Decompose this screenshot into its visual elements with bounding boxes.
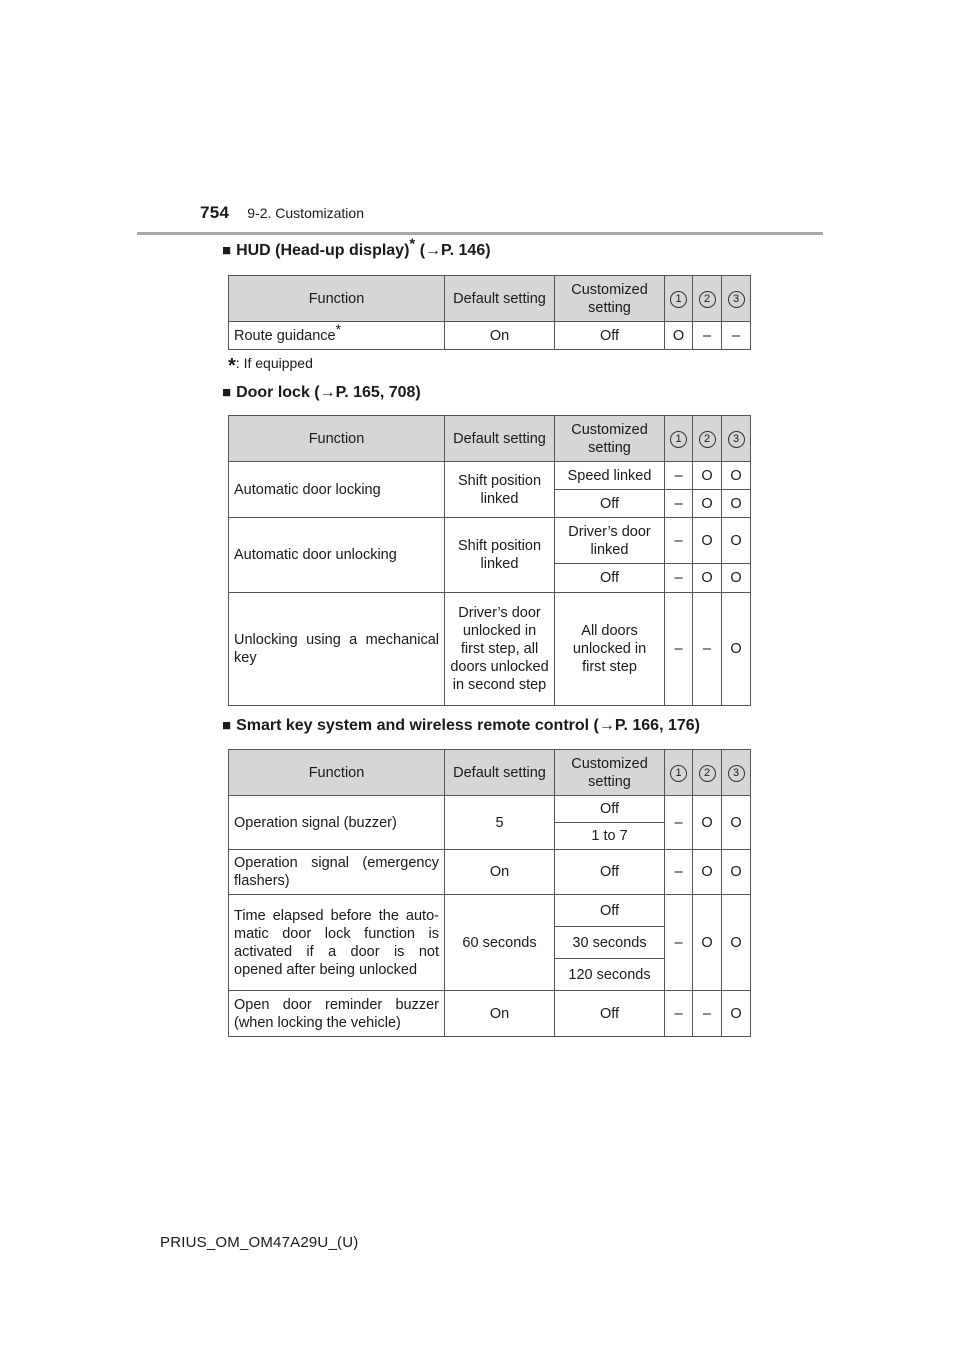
customized-cell: Off [555, 564, 665, 593]
customized-setting-header: Customized setting [555, 276, 665, 322]
column-1-cell: – [665, 462, 693, 490]
function-cell: Open door reminder buzzer (when locking the vehicle) [229, 991, 445, 1037]
default-cell: Shift position linked [445, 518, 555, 593]
table-row [229, 518, 751, 564]
default-cell: Shift position linked [445, 462, 555, 518]
column-1-cell: – [665, 991, 693, 1037]
table-header-row [229, 416, 751, 462]
function-cell: Unlocking using a mechanical key [229, 593, 445, 706]
table-row [229, 850, 751, 895]
default-setting-header: Default setting [445, 276, 555, 322]
column-2-cell: O [693, 490, 722, 518]
column-1-cell: – [665, 850, 693, 895]
column-3-cell: O [722, 593, 751, 706]
circled-3-icon: 3 [728, 431, 745, 448]
default-cell: On [445, 322, 555, 350]
table-row [229, 895, 751, 927]
column-1-cell: – [665, 895, 693, 991]
door-lock-table [228, 415, 751, 706]
customized-cell: Off [555, 991, 665, 1037]
smart-key-heading [222, 717, 700, 735]
table-header-row [229, 750, 751, 796]
customized-cell: Off [555, 490, 665, 518]
column-1-header [665, 416, 693, 462]
section-label: 9-2. Customization [247, 205, 364, 221]
default-cell: 60 seconds [445, 895, 555, 991]
column-3-cell: O [722, 991, 751, 1037]
circled-1-icon: 1 [670, 431, 687, 448]
default-cell: Driver’s door unlocked in first step, all doors unlocked in second step [445, 593, 555, 706]
column-2-cell: – [693, 991, 722, 1037]
door-lock-heading [222, 384, 421, 402]
column-2-cell: O [693, 564, 722, 593]
function-cell: Time elapsed before the automatic door lock function is activated if a door is not opened after being unlocked [229, 895, 445, 991]
header-divider [137, 232, 823, 235]
customized-setting-header: Customized setting [555, 416, 665, 462]
hud-heading [222, 235, 491, 260]
customized-cell: 120 seconds [555, 959, 665, 991]
column-1-cell: O [665, 322, 693, 350]
customized-cell: Driver’s door linked [555, 518, 665, 564]
column-3-cell: O [722, 518, 751, 564]
column-2-header [693, 276, 722, 322]
circled-1-icon: 1 [670, 765, 687, 782]
customized-cell: Off [555, 895, 665, 927]
column-2-cell: O [693, 518, 722, 564]
circled-2-icon: 2 [699, 431, 716, 448]
column-1-cell: – [665, 564, 693, 593]
table-row [229, 462, 751, 490]
column-2-cell: O [693, 462, 722, 490]
column-1-cell: – [665, 490, 693, 518]
table-row [229, 796, 751, 823]
page-header [200, 203, 364, 223]
customized-setting-header: Customized setting [555, 750, 665, 796]
column-2-cell: – [693, 322, 722, 350]
customized-cell: 1 to 7 [555, 823, 665, 850]
function-cell: Automatic door unlocking [229, 518, 445, 593]
page-number: 754 [200, 203, 230, 222]
square-bullet-icon: ■ [222, 717, 232, 734]
column-3-cell: O [722, 490, 751, 518]
column-3-header [722, 416, 751, 462]
default-setting-header: Default setting [445, 750, 555, 796]
table-row [229, 991, 751, 1037]
function-cell: Operation signal (buzzer) [229, 796, 445, 850]
customized-cell: Off [555, 796, 665, 823]
column-3-cell: O [722, 850, 751, 895]
column-3-header [722, 750, 751, 796]
column-2-header [693, 416, 722, 462]
column-3-cell: O [722, 895, 751, 991]
function-header: Function [229, 750, 445, 796]
column-2-cell: – [693, 593, 722, 706]
default-cell: On [445, 991, 555, 1037]
circled-3-icon: 3 [728, 765, 745, 782]
hud-asterisk: * [409, 235, 416, 253]
column-2-cell: O [693, 850, 722, 895]
default-cell: On [445, 850, 555, 895]
circled-1-icon: 1 [670, 291, 687, 308]
customized-cell: 30 seconds [555, 927, 665, 959]
circled-2-icon: 2 [699, 291, 716, 308]
default-setting-header: Default setting [445, 416, 555, 462]
column-2-header [693, 750, 722, 796]
column-1-cell: – [665, 796, 693, 850]
document-id: PRIUS_OM_OM47A29U_(U) [160, 1234, 359, 1251]
table-row [229, 322, 751, 350]
column-1-cell: – [665, 518, 693, 564]
column-1-header [665, 276, 693, 322]
footnote-asterisk: * [228, 355, 236, 377]
hud-page-ref: (→P. 146) [419, 242, 491, 259]
column-3-header [722, 276, 751, 322]
door-lock-title: Door lock (→P. 165, 708) [236, 384, 421, 401]
table-row [229, 593, 751, 706]
column-1-cell: – [665, 593, 693, 706]
function-header: Function [229, 276, 445, 322]
footnote [228, 355, 313, 378]
column-3-cell: – [722, 322, 751, 350]
default-cell: 5 [445, 796, 555, 850]
column-1-header [665, 750, 693, 796]
customized-cell: Off [555, 850, 665, 895]
function-cell: Automatic door locking [229, 462, 445, 518]
function-cell: Operation signal (emergency flashers) [229, 850, 445, 895]
customized-cell: Speed linked [555, 462, 665, 490]
table-header-row [229, 276, 751, 322]
footnote-text: : If equipped [235, 355, 313, 371]
smart-key-table [228, 749, 751, 1037]
square-bullet-icon: ■ [222, 384, 232, 401]
customized-cell: All doors unlocked in first step [555, 593, 665, 706]
column-3-cell: O [722, 796, 751, 850]
column-2-cell: O [693, 895, 722, 991]
smart-key-title: Smart key system and wireless remote control (→P. 166, 176) [236, 717, 700, 734]
column-3-cell: O [722, 564, 751, 593]
customized-cell: Off [555, 322, 665, 350]
square-bullet-icon: ■ [222, 242, 232, 259]
column-2-cell: O [693, 796, 722, 850]
column-3-cell: O [722, 462, 751, 490]
function-cell: Route guidance* [229, 322, 445, 350]
hud-table [228, 275, 751, 350]
function-header: Function [229, 416, 445, 462]
hud-title: HUD (Head-up display) [236, 242, 410, 259]
circled-3-icon: 3 [728, 291, 745, 308]
circled-2-icon: 2 [699, 765, 716, 782]
